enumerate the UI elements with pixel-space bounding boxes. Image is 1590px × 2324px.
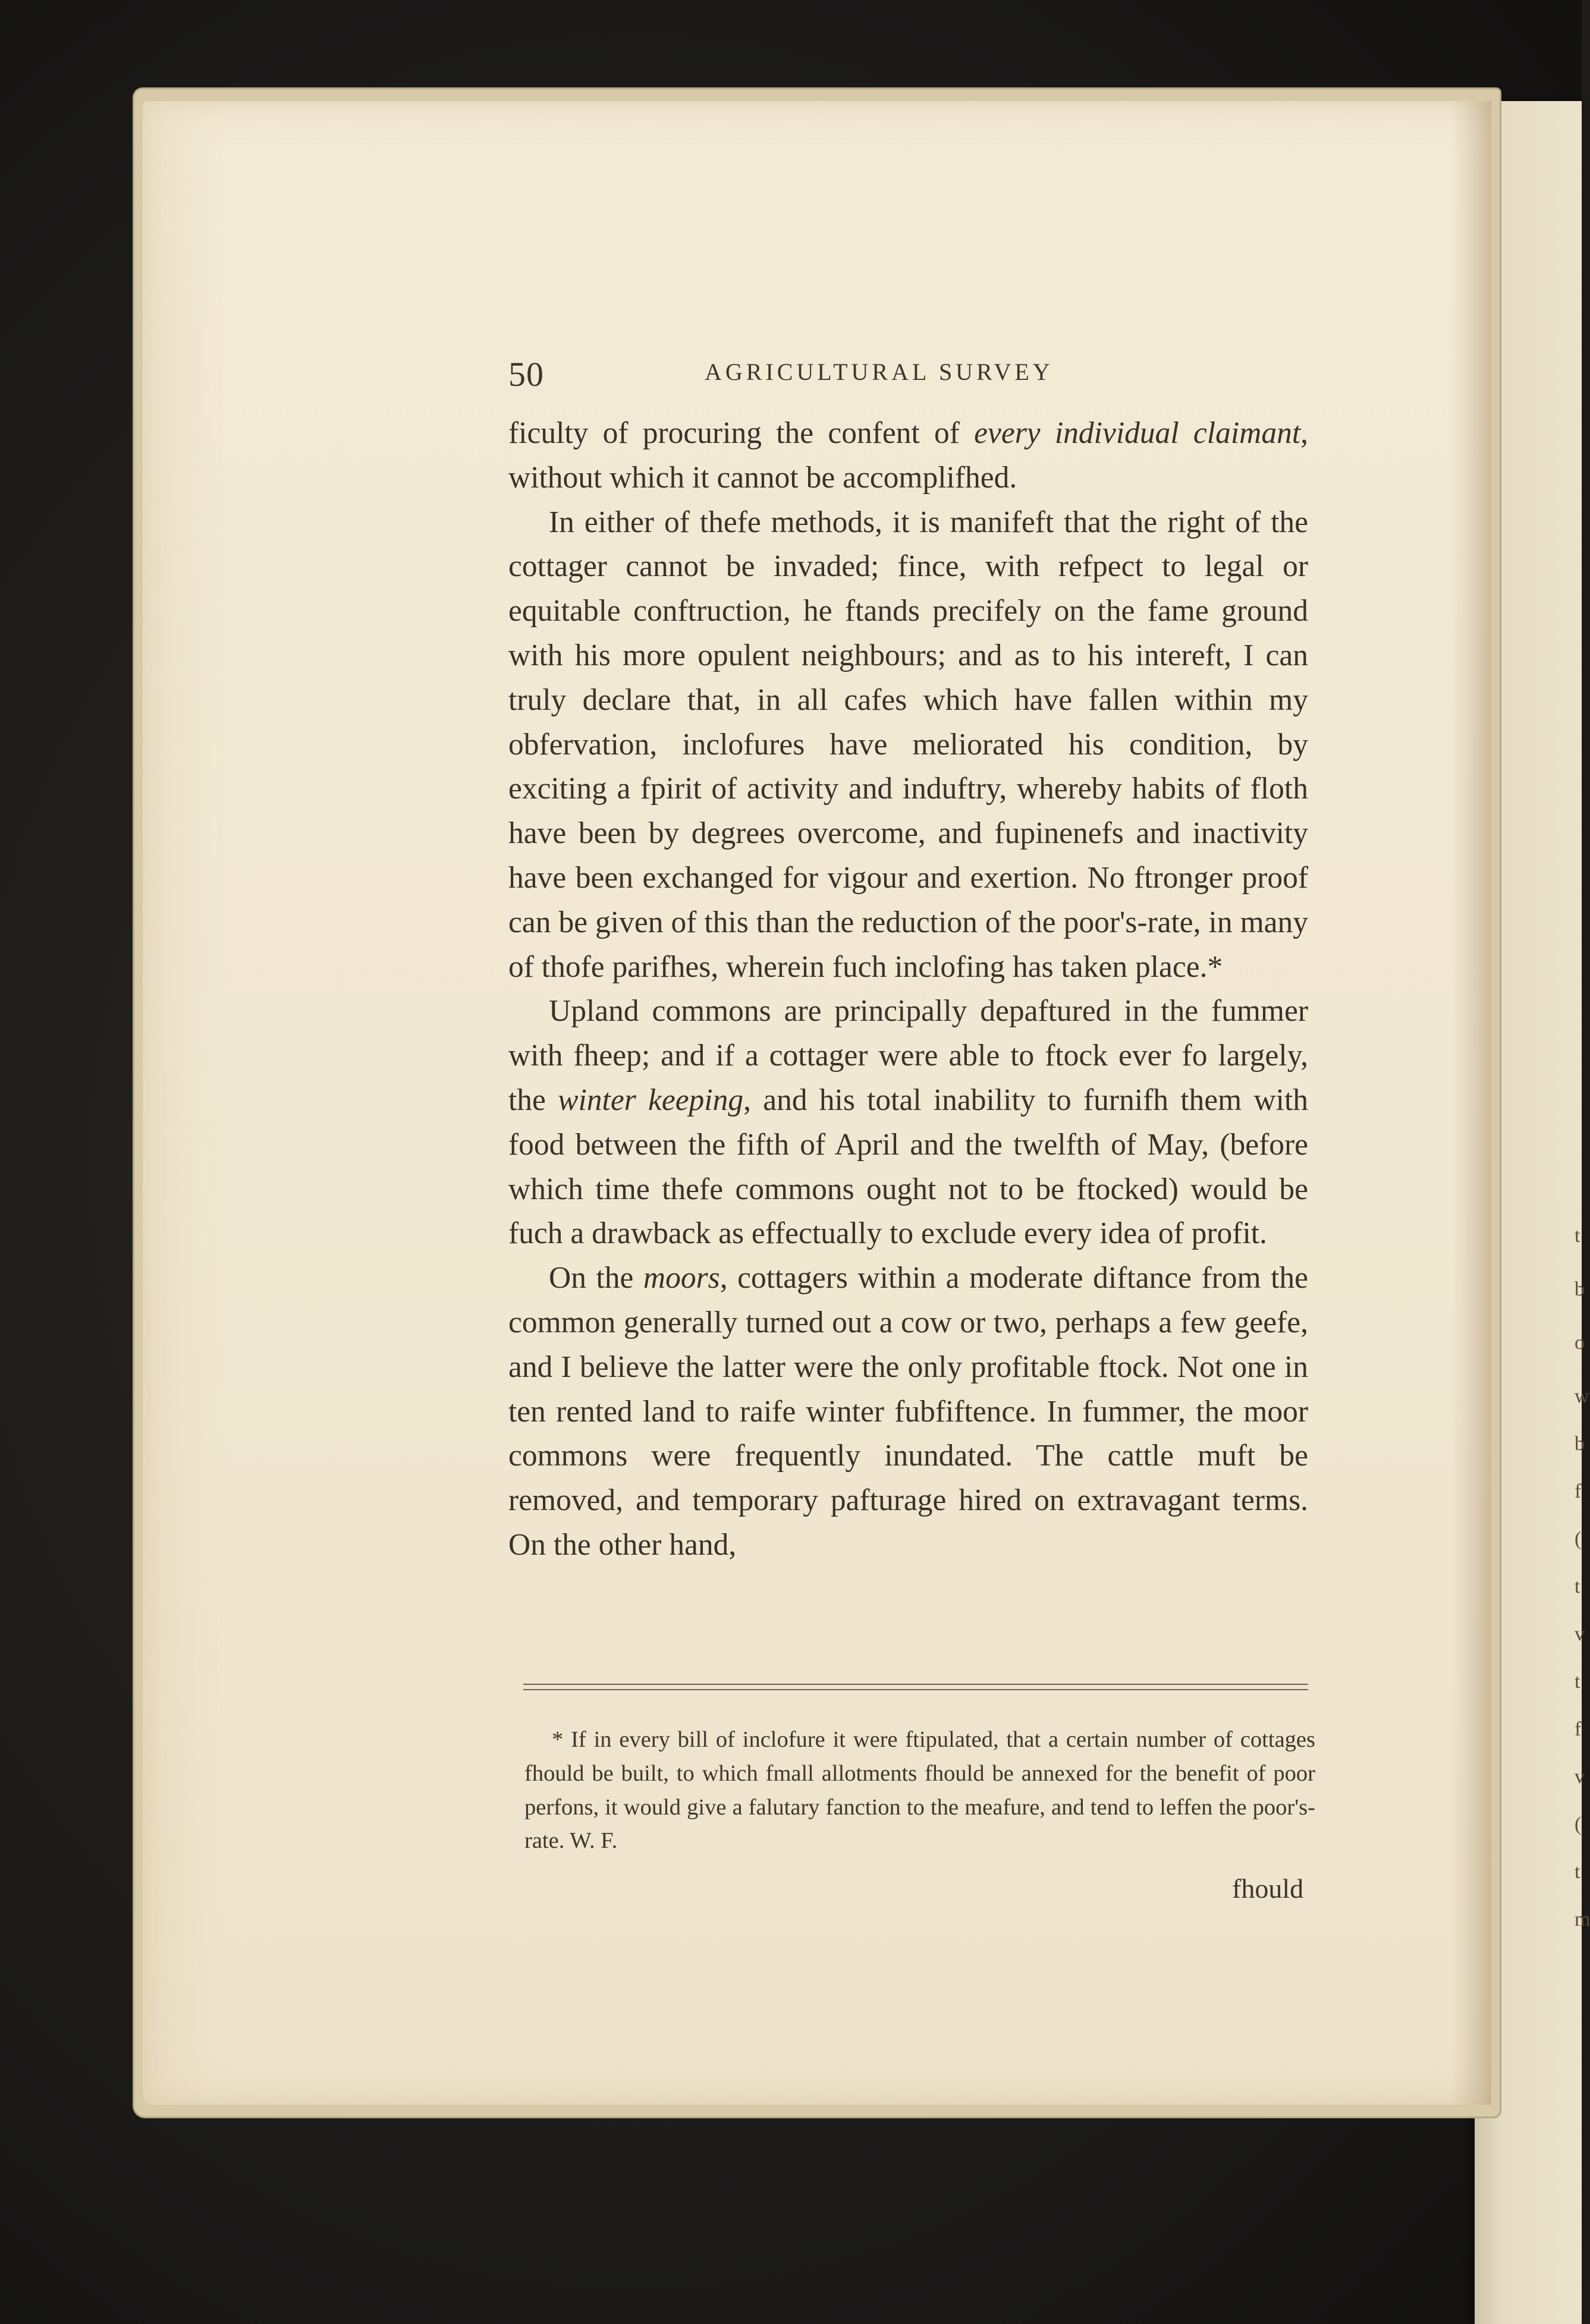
facing-page-letter: o [1575, 1332, 1585, 1354]
facing-page-letter: f [1575, 1480, 1582, 1502]
body-text [508, 411, 1308, 1568]
paragraph [508, 1256, 1308, 1568]
facing-page-letter: t [1575, 1575, 1580, 1597]
text-run: In either of thefe methods, it is manifeft that the right of the cottager cannot be invaded; fince, with refpect to legal or equitable conftruction, he ftands precifely on the fame ground with his more opulent neighbours; and as to his intereft, I can truly declare that, in all cafes which have fallen within my obfervation, inclofures have meliorated his condition, by exciting a fpirit of activity and induftry, whereby habits of floth have been by degrees overcome, and fupinenefs and inactivity have been exchanged for vigour and exertion. No ftronger proof can be given of this than the reduction of the poor's-rate, in many of thofe parifhes, wherein fuch inclofing has taken place.* [508, 505, 1308, 984]
catchword: fhould [1232, 1873, 1304, 1904]
italic-phrase: winter keeping [558, 1083, 744, 1117]
running-head: AGRICULTURAL SURVEY [705, 358, 1054, 385]
italic-phrase: every individual claimant [974, 416, 1301, 450]
facing-page-letter: t [1575, 1225, 1580, 1247]
facing-page-letter: b [1575, 1433, 1585, 1455]
facing-page-letter: ( [1575, 1528, 1582, 1550]
text-run: On the [549, 1261, 643, 1295]
page-header [508, 354, 1115, 394]
facing-page-letter: t [1575, 1671, 1580, 1693]
facing-page-letter: f [1575, 1718, 1582, 1740]
facing-page-letter: m [1575, 1908, 1590, 1930]
facing-page-letter: v [1575, 1766, 1585, 1788]
page-number: 50 [508, 355, 544, 394]
text-run: , and his total inability to furnifh them with food between the fifth of April and the twelfth of May, (before which time thefe commons ought not to be ftocked) would be fuch a drawback as effectually to exclude every idea of profit. [508, 1083, 1309, 1251]
text-run: Upland commons are principally depaftured in the fummer with fheep; and if a cottager were able to ftock ever fo largely, the [508, 994, 1308, 1117]
facing-page-letter: ( [1575, 1813, 1582, 1835]
text-run: , cottagers within a moderate diftance from the common generally turned out a cow or two, perhaps a few geefe, and I believe the latter were the only profitable ftock. Not one in ten rented land to raife winter fubfiftence. In fummer, the moor commons were frequently inundated. The cattle muft be removed, and temporary pafturage hired on extravagant terms. On the other hand, [508, 1261, 1308, 1562]
page-gutter-shadow [1451, 101, 1491, 2105]
text-run: ficulty of procuring the confent of [508, 416, 975, 450]
text-run: , without which it cannot be accomplifhed. [508, 416, 1309, 495]
footnote-rule-bottom [523, 1689, 1308, 1690]
paragraph [508, 501, 1308, 990]
paragraph [508, 411, 1308, 501]
footnote-rule-top [523, 1684, 1308, 1685]
paragraph [508, 989, 1308, 1256]
footnote: * If in every bill of inclofure it were ftipulated, that a certain number of cottages fhould be built, to which fmall allotments fhould be annexed for the benefit of poor perfons, it would give a falutary fanction to the meafure, and tend to leffen the poor's-rate. W. F. [524, 1727, 1315, 1854]
facing-page-letter: v [1575, 1623, 1585, 1645]
italic-phrase: moors [643, 1261, 720, 1295]
facing-page-letter: b [1575, 1278, 1585, 1300]
facing-page-letter: t [1575, 1861, 1580, 1883]
facing-page-letter: w [1575, 1385, 1589, 1407]
